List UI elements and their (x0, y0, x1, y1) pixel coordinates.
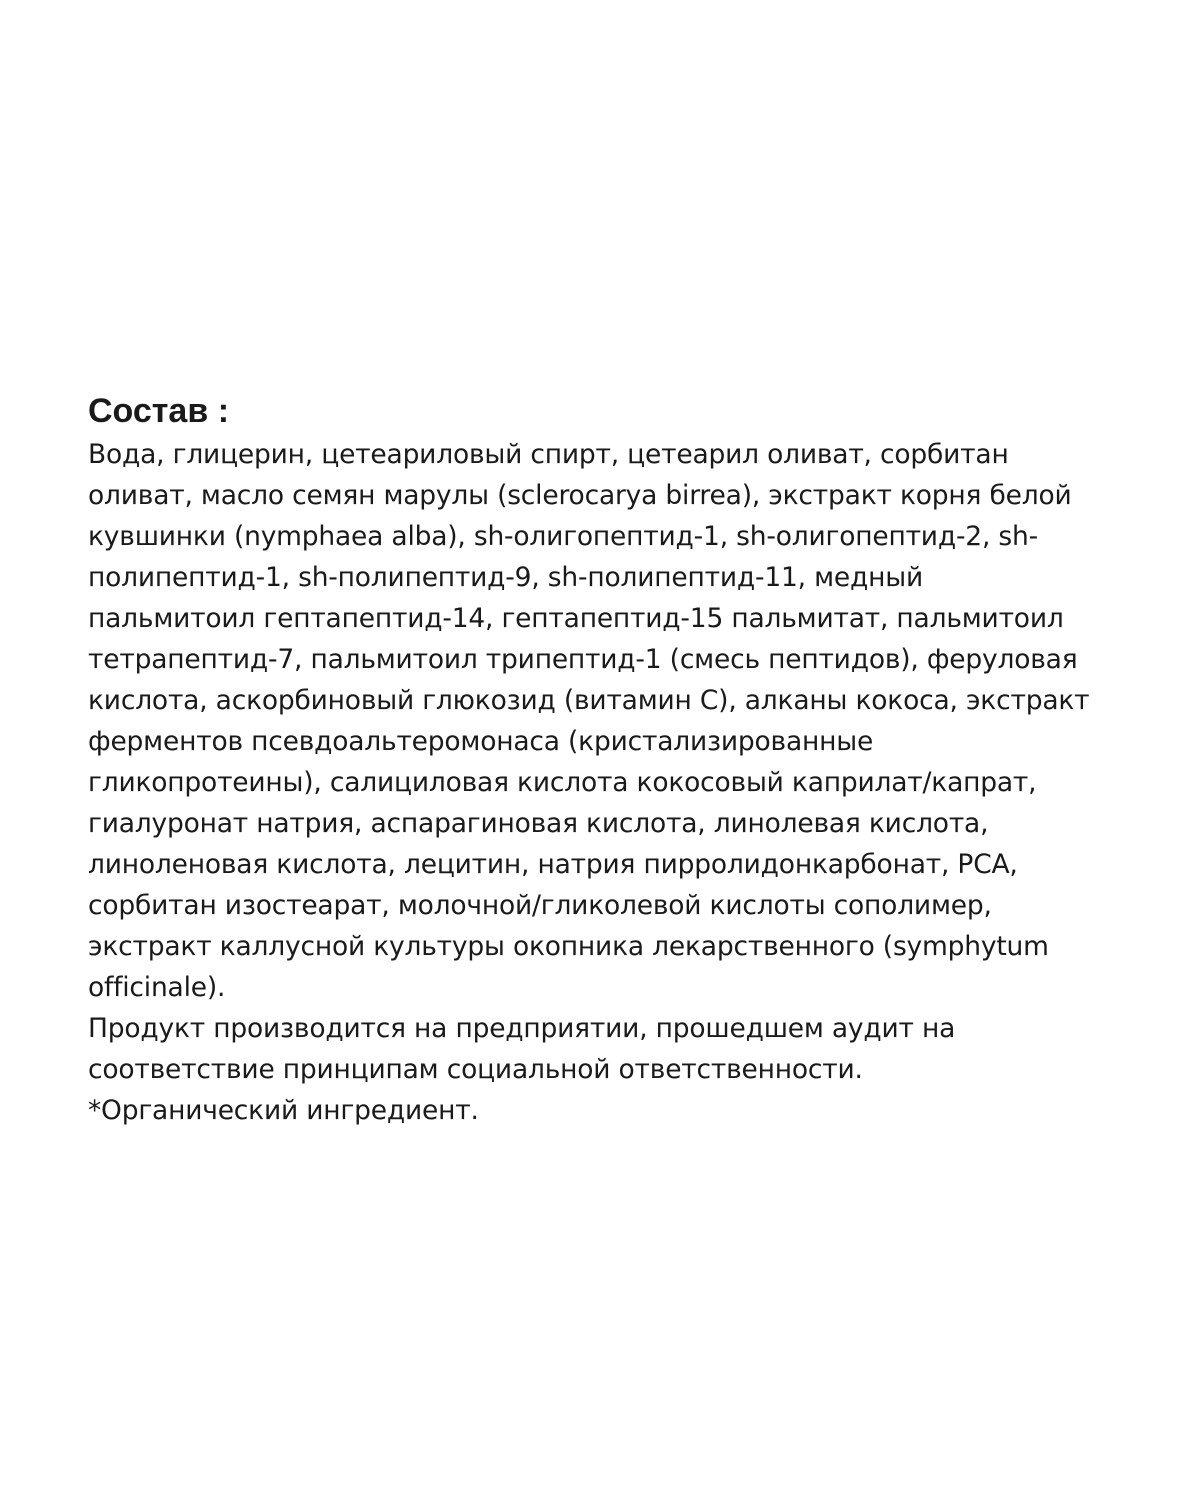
text-line: оливат, масло семян марулы (sclerocarya birrea), экстракт корня белой (88, 480, 1072, 511)
text-line: линоленовая кислота, лецитин, натрия пирролидонкарбонат, PCA, (88, 849, 1018, 880)
text-line: officinale). (88, 972, 226, 1003)
production-note-line: соответствие принципам социальной ответственности. (88, 1054, 863, 1085)
text-line: пальмитоил гептапептид-14, гептапептид-15 пальмитат, пальмитоил (88, 603, 1064, 634)
text-line: гиалуронат натрия, аспарагиновая кислота, линолевая кислота, (88, 808, 989, 839)
text-line: ферментов псевдоальтеромонаса (кристализированные (88, 726, 874, 757)
ingredients-section (88, 390, 1168, 1131)
text-line: экстракт каллусной культуры окопника лекарственного (symphytum (88, 931, 1049, 962)
text-line: кувшинки (nymphaea alba), sh-олигопептид-1, sh-олигопептид-2, sh- (88, 521, 1038, 552)
text-line: сорбитан изостеарат, молочной/гликолевой кислоты сополимер, (88, 890, 992, 921)
text-line: гликопротеины), салициловая кислота кокосовый каприлат/капрат, (88, 767, 1037, 798)
ingredients-heading: Состав : (88, 392, 230, 430)
text-line: Вода, глицерин, цетеариловый спирт, цетеарил оливат, сорбитан (88, 439, 1009, 470)
text-line: полипептид-1, sh-полипептид-9, sh-полипептид-11, медный (88, 562, 923, 593)
production-note-line: Продукт производится на предприятии, прошедшем аудит на (88, 1013, 956, 1044)
text-line: тетрапептид-7, пальмитоил трипептид-1 (смесь пептидов), феруловая (88, 644, 1078, 675)
text-line: кислота, аскорбиновый глюкозид (витамин С), алканы кокоса, экстракт (88, 685, 1090, 716)
ingredients-text (88, 434, 1168, 1131)
organic-footnote: *Органический ингредиент. (88, 1095, 479, 1126)
